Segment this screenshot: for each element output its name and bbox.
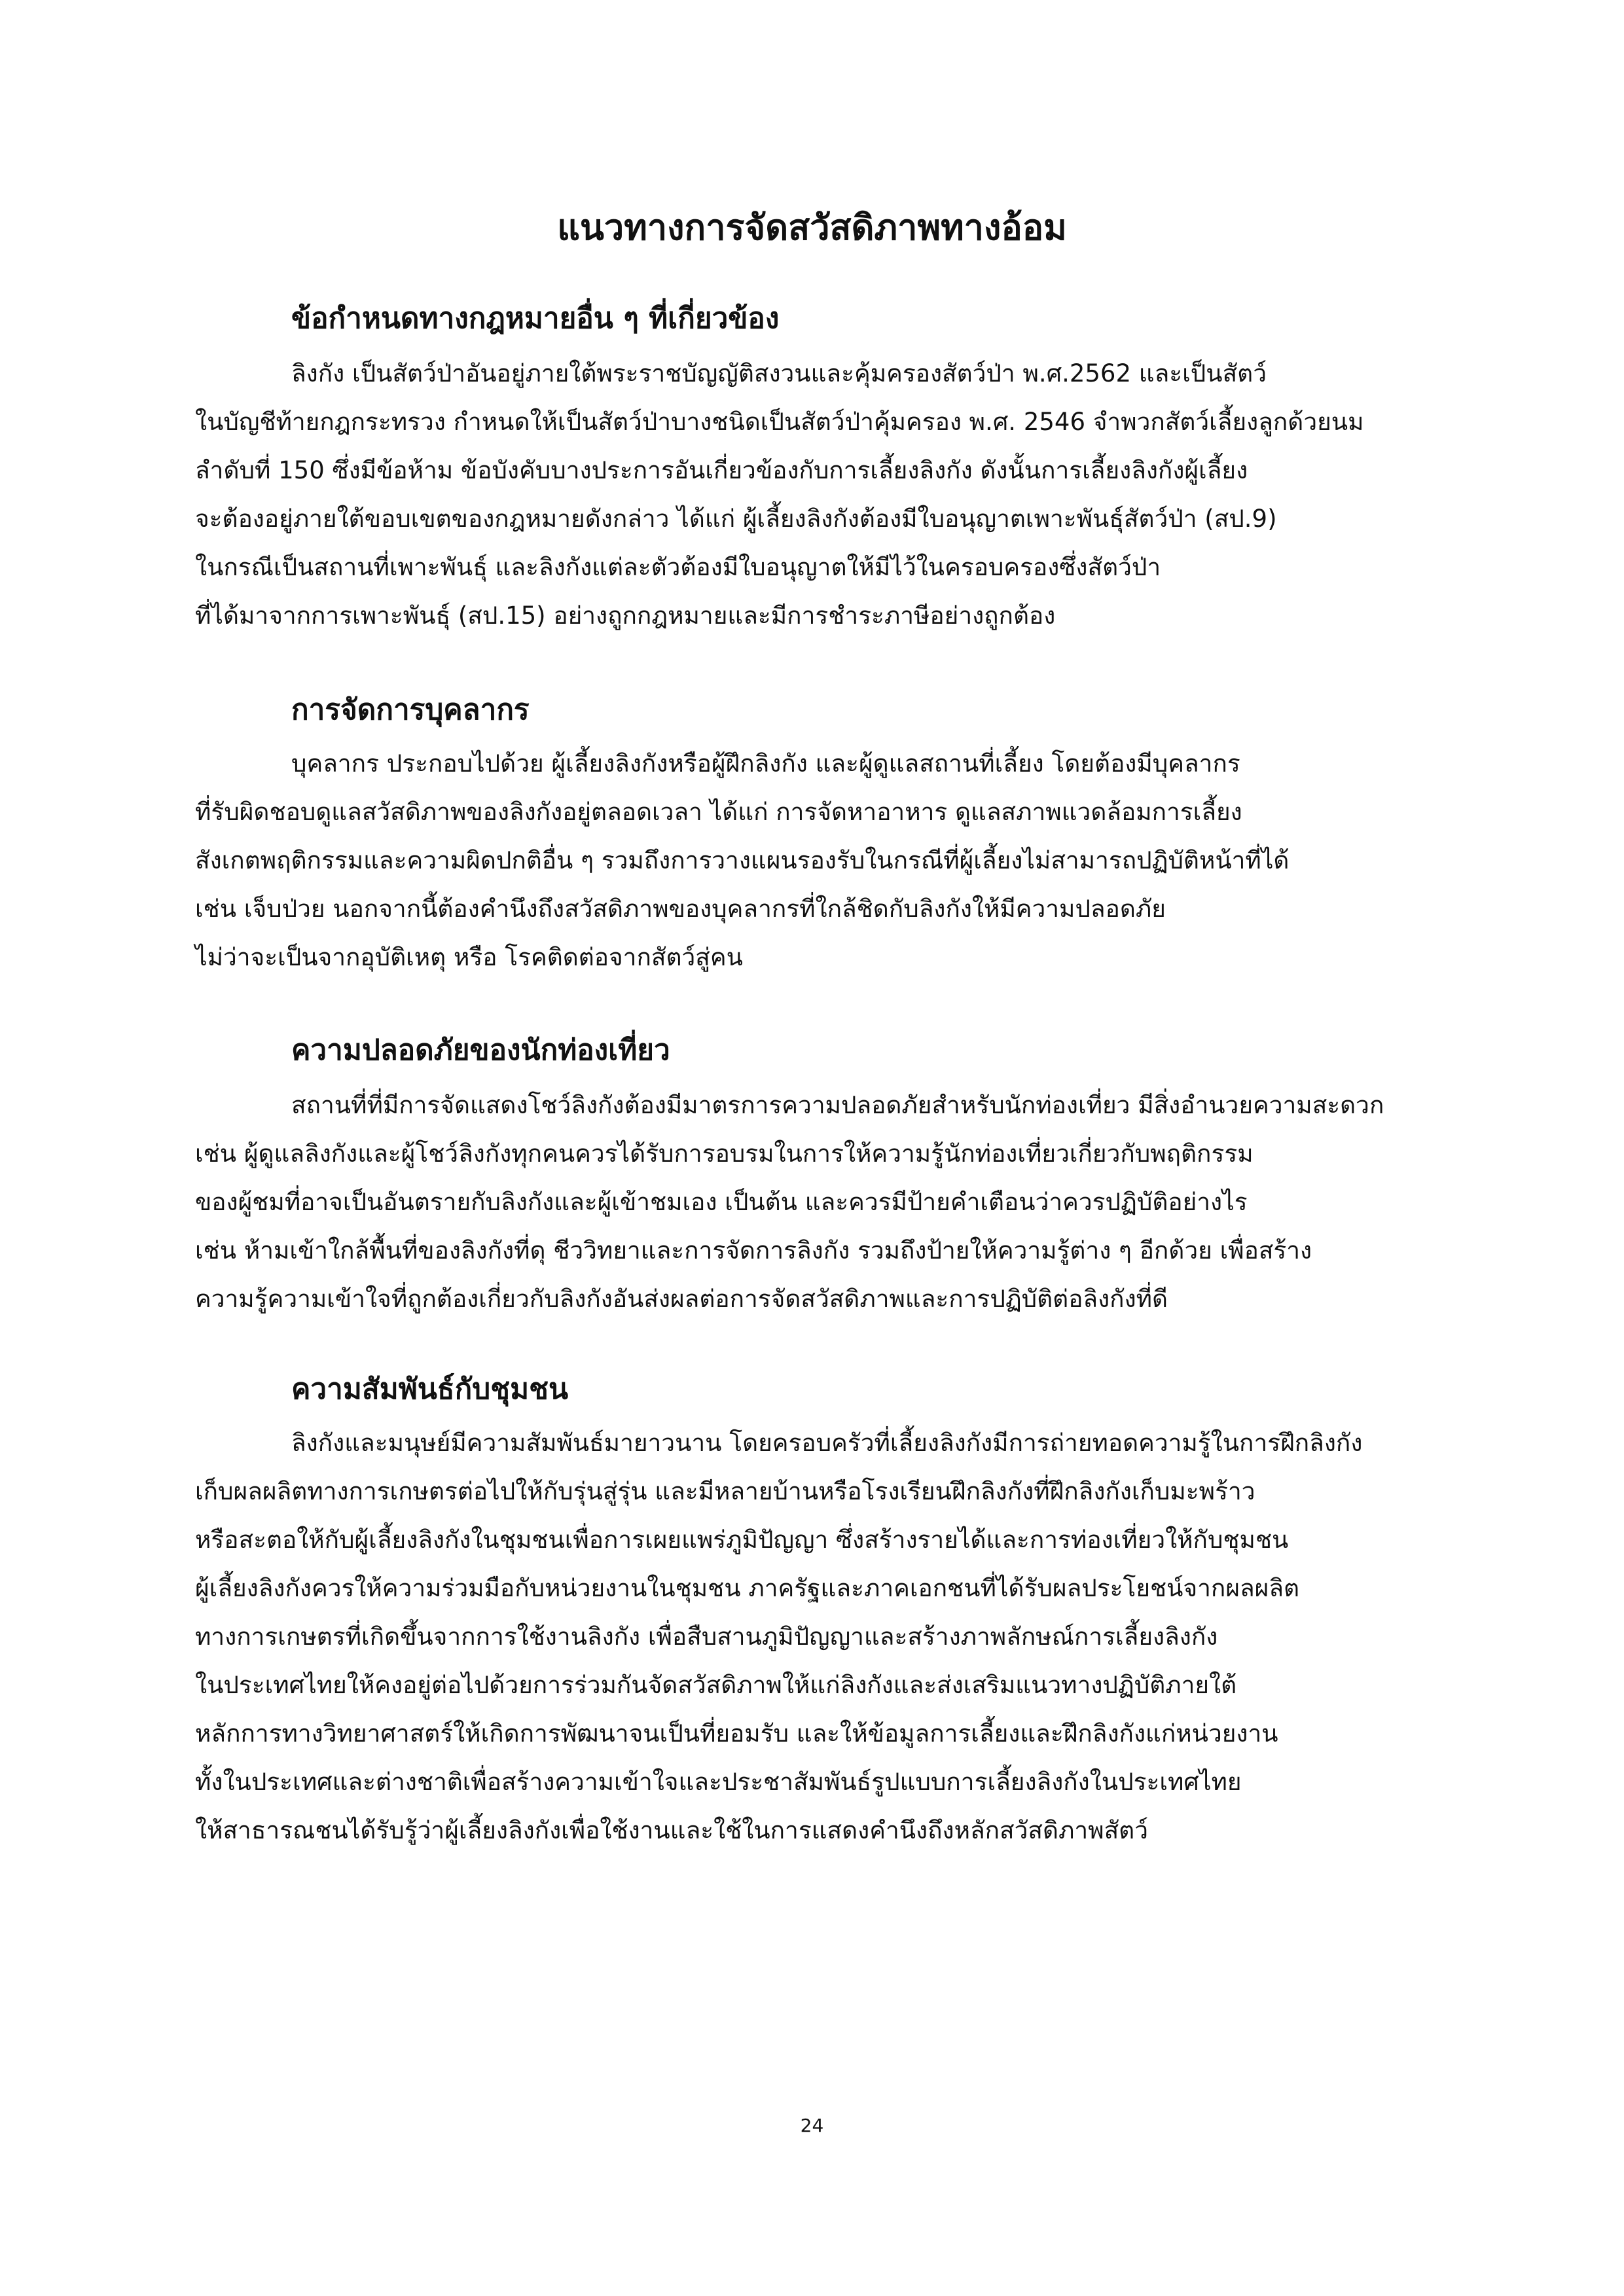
paragraph-line: สถานที่ที่มีการจัดแสดงโชว์ลิงกังต้องมีมาตรการความปลอดภัยสำหรับนักท่องเที่ยว มีสิ่งอำนวยความสะดวก [291, 1091, 1384, 1119]
paragraph-line: เช่น เจ็บป่วย นอกจากนี้ต้องคำนึงถึงสวัสดิภาพของบุคลากรที่ใกล้ชิดกับลิงกังให้มีความปลอดภัย [195, 895, 1166, 923]
page-title: แนวทางการจัดสวัสดิภาพทางอ้อม [557, 207, 1067, 248]
paragraph-line: ในบัญชีท้ายกฎกระทรวง กำหนดให้เป็นสัตว์ป่าบางชนิดเป็นสัตว์ป่าคุ้มครอง พ.ศ. 2546 จำพวกสัตว์เลี้ยงลูกด้วยนม [195, 408, 1364, 436]
paragraph-line: ลิงกังและมนุษย์มีความสัมพันธ์มายาวนาน โดยครอบครัวที่เลี้ยงลิงกังมีการถ่ายทอดความรู้ในการฝึกลิงกัง [291, 1429, 1363, 1457]
paragraph-line: เช่น ห้ามเข้าใกล้พื้นที่ของลิงกังที่ดุ ชีววิทยาและการจัดการลิงกัง รวมถึงป้ายให้ความรู้ต่าง ๆ อีกด้วย เพื่อสร้าง [195, 1236, 1312, 1265]
paragraph-line: ลำดับที่ 150 ซึ่งมีข้อห้าม ข้อบังคับบางประการอันเกี่ยวข้องกับการเลี้ยงลิงกัง ดังนั้นการเลี้ยงลิงกังผู้เลี้ยง [195, 456, 1248, 484]
section-heading-community: ความสัมพันธ์กับชุมชน [291, 1372, 569, 1406]
paragraph-line: ทางการเกษตรที่เกิดขึ้นจากการใช้งานลิงกัง เพื่อสืบสานภูมิปัญญาและสร้างภาพลักษณ์การเลี้ยงลิงกัง [195, 1623, 1218, 1651]
paragraph-line: ผู้เลี้ยงลิงกังควรให้ความร่วมมือกับหน่วยงานในชุมชน ภาครัฐและภาคเอกชนที่ได้รับผลประโยชน์จากผลผลิต [195, 1574, 1300, 1602]
paragraph-line: ลิงกัง เป็นสัตว์ป่าอันอยู่ภายใต้พระราชบัญญัติสงวนและคุ้มครองสัตว์ป่า พ.ศ.2562 และเป็นสัตว์ [291, 359, 1267, 387]
section-heading-legal: ข้อกำหนดทางกฎหมายอื่น ๆ ที่เกี่ยวข้อง [291, 302, 780, 335]
paragraph-line: ไม่ว่าจะเป็นจากอุบัติเหตุ หรือ โรคติดต่อจากสัตว์สู่คน [195, 943, 743, 971]
paragraph-line: ให้สาธารณชนได้รับรู้ว่าผู้เลี้ยงลิงกังเพื่อใช้งานและใช้ในการแสดงคำนึงถึงหลักสวัสดิภาพสัตว์ [195, 1816, 1148, 1844]
paragraph-line: เก็บผลผลิตทางการเกษตรต่อไปให้กับรุ่นสู่รุ่น และมีหลายบ้านหรือโรงเรียนฝึกลิงกังที่ฝึกลิงกังเก็บมะพร้าว [195, 1477, 1255, 1505]
paragraph-line: ทั้งในประเทศและต่างชาติเพื่อสร้างความเข้าใจและประชาสัมพันธ์รูปแบบการเลี้ยงลิงกังในประเทศไทย [195, 1768, 1242, 1796]
paragraph-line: ในประเทศไทยให้คงอยู่ต่อไปด้วยการร่วมกันจัดสวัสดิภาพให้แก่ลิงกังและส่งเสริมแนวทางปฏิบัติภายใต้ [195, 1671, 1237, 1699]
page-number: 24 [800, 2115, 824, 2136]
paragraph-line: ที่รับผิดชอบดูแลสวัสดิภาพของลิงกังอยู่ตลอดเวลา ได้แก่ การจัดหาอาหาร ดูแลสภาพแวดล้อมการเลี้ยง [195, 798, 1242, 826]
paragraph-line: สังเกตพฤติกรรมและความผิดปกติอื่น ๆ รวมถึงการวางแผนรองรับในกรณีที่ผู้เลี้ยงไม่สามารถปฏิบัติหน้าที่ได้ [195, 846, 1290, 874]
paragraph-line: ในกรณีเป็นสถานที่เพาะพันธุ์ และลิงกังแต่ละตัวต้องมีใบอนุญาตให้มีไว้ในครอบครองซึ่งสัตว์ป่า [195, 553, 1161, 581]
paragraph-line: ที่ได้มาจากการเพาะพันธุ์ (สป.15) อย่างถูกกฎหมายและมีการชำระภาษีอย่างถูกต้อง [195, 601, 1056, 630]
paragraph-line: จะต้องอยู่ภายใต้ขอบเขตของกฎหมายดังกล่าว ได้แก่ ผู้เลี้ยงลิงกังต้องมีใบอนุญาตเพาะพันธุ์สัตว์ป่า (สป.9) [195, 505, 1277, 533]
paragraph-line: ความรู้ความเข้าใจที่ถูกต้องเกี่ยวกับลิงกังอันส่งผลต่อการจัดสวัสดิภาพและการปฏิบัติต่อลิงกังที่ดี [195, 1285, 1168, 1313]
paragraph-line: ของผู้ชมที่อาจเป็นอันตรายกับลิงกังและผู้เข้าชมเอง เป็นต้น และควรมีป้ายคำเตือนว่าควรปฏิบัติอย่างไร [195, 1188, 1248, 1216]
section-heading-personnel: การจัดการบุคลากร [291, 693, 530, 726]
paragraph-line: บุคลากร ประกอบไปด้วย ผู้เลี้ยงลิงกังหรือผู้ฝึกลิงกัง และผู้ดูแลสถานที่เลี้ยง โดยต้องมีบุคลากร [291, 749, 1240, 778]
paragraph-line: เช่น ผู้ดูแลลิงกังและผู้โชว์ลิงกังทุกคนควรได้รับการอบรมในการให้ความรู้นักท่องเที่ยวเกี่ยวกับพฤติกรรม [195, 1139, 1254, 1168]
paragraph-line: หรือสะตอให้กับผู้เลี้ยงลิงกังในชุมชนเพื่อการเผยแพร่ภูมิปัญญา ซึ่งสร้างรายได้และการท่องเที่ยวให้กับชุมชน [195, 1526, 1289, 1554]
section-heading-tourist-safety: ความปลอดภัยของนักท่องเที่ยว [291, 1033, 670, 1067]
paragraph-line: หลักการทางวิทยาศาสตร์ให้เกิดการพัฒนาจนเป็นที่ยอมรับ และให้ข้อมูลการเลี้ยงและฝึกลิงกังแก่หน่วยงาน [195, 1719, 1278, 1748]
